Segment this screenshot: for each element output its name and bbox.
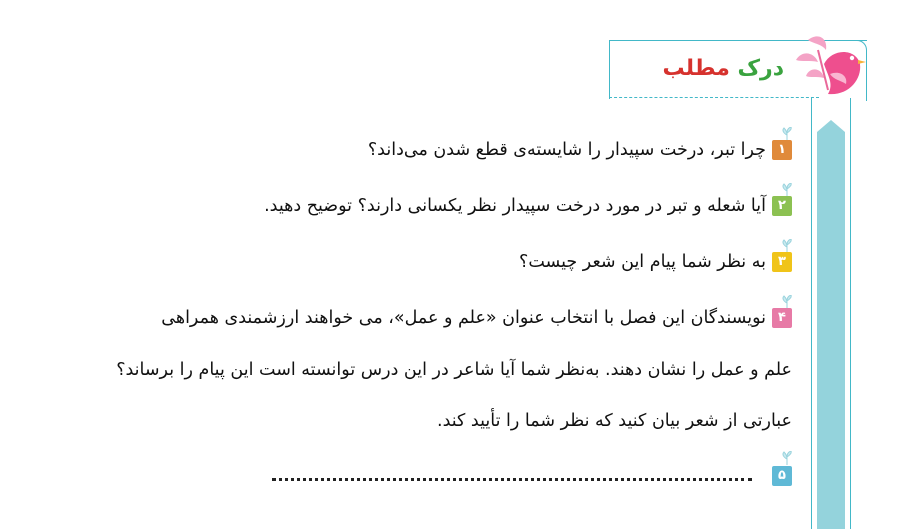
- sprig-icon: [780, 127, 794, 141]
- sprig-icon: [780, 239, 794, 253]
- sprig-icon: [780, 451, 794, 465]
- section-title-word2: مطلب: [662, 56, 730, 81]
- sprig-icon: [780, 295, 794, 309]
- sprig-icon: [780, 183, 794, 197]
- answer-line[interactable]: [272, 478, 752, 481]
- bird-icon: [788, 30, 868, 106]
- question-number-badge: ۲: [772, 196, 792, 216]
- question-4-line-2: [116, 360, 792, 380]
- question-3: [519, 252, 792, 272]
- section-title-word1: درک: [737, 56, 784, 81]
- question-2: [264, 196, 792, 216]
- question-number-badge: ۳: [772, 252, 792, 272]
- question-text: آیا شعله و تبر در مورد درخت سپیدار نظر یکسانی دارند؟ توضیح دهید.: [264, 196, 766, 216]
- section-title: [663, 56, 784, 81]
- question-text: چرا تبر، درخت سپیدار را شایسته‌ی قطع شدن می‌داند؟: [367, 140, 766, 160]
- side-rail-bar: [817, 132, 845, 529]
- question-4: [161, 308, 792, 328]
- question-text-line-3: عبارتی از شعر بیان کنید که نظر شما را تأیید کند.: [437, 411, 792, 431]
- question-5: [766, 466, 792, 486]
- question-number-badge: ۱: [772, 140, 792, 160]
- question-text: به نظر شما پیام این شعر چیست؟: [519, 252, 766, 272]
- question-text-line-1: نویسندگان این فصل با انتخاب عنوان «علم و عمل»، می خواهند ارزشمندی همراهی: [161, 308, 766, 328]
- question-1: [368, 140, 792, 160]
- question-4-line-3: [437, 411, 792, 431]
- question-text-line-2: علم و عمل را نشان دهند. به‌نظر شما آیا شاعر در این درس توانسته است این پیام را برساند؟: [116, 360, 792, 380]
- question-number-badge: ۴: [772, 308, 792, 328]
- question-number-badge: ۵: [772, 466, 792, 486]
- side-rail-cap: [817, 120, 845, 132]
